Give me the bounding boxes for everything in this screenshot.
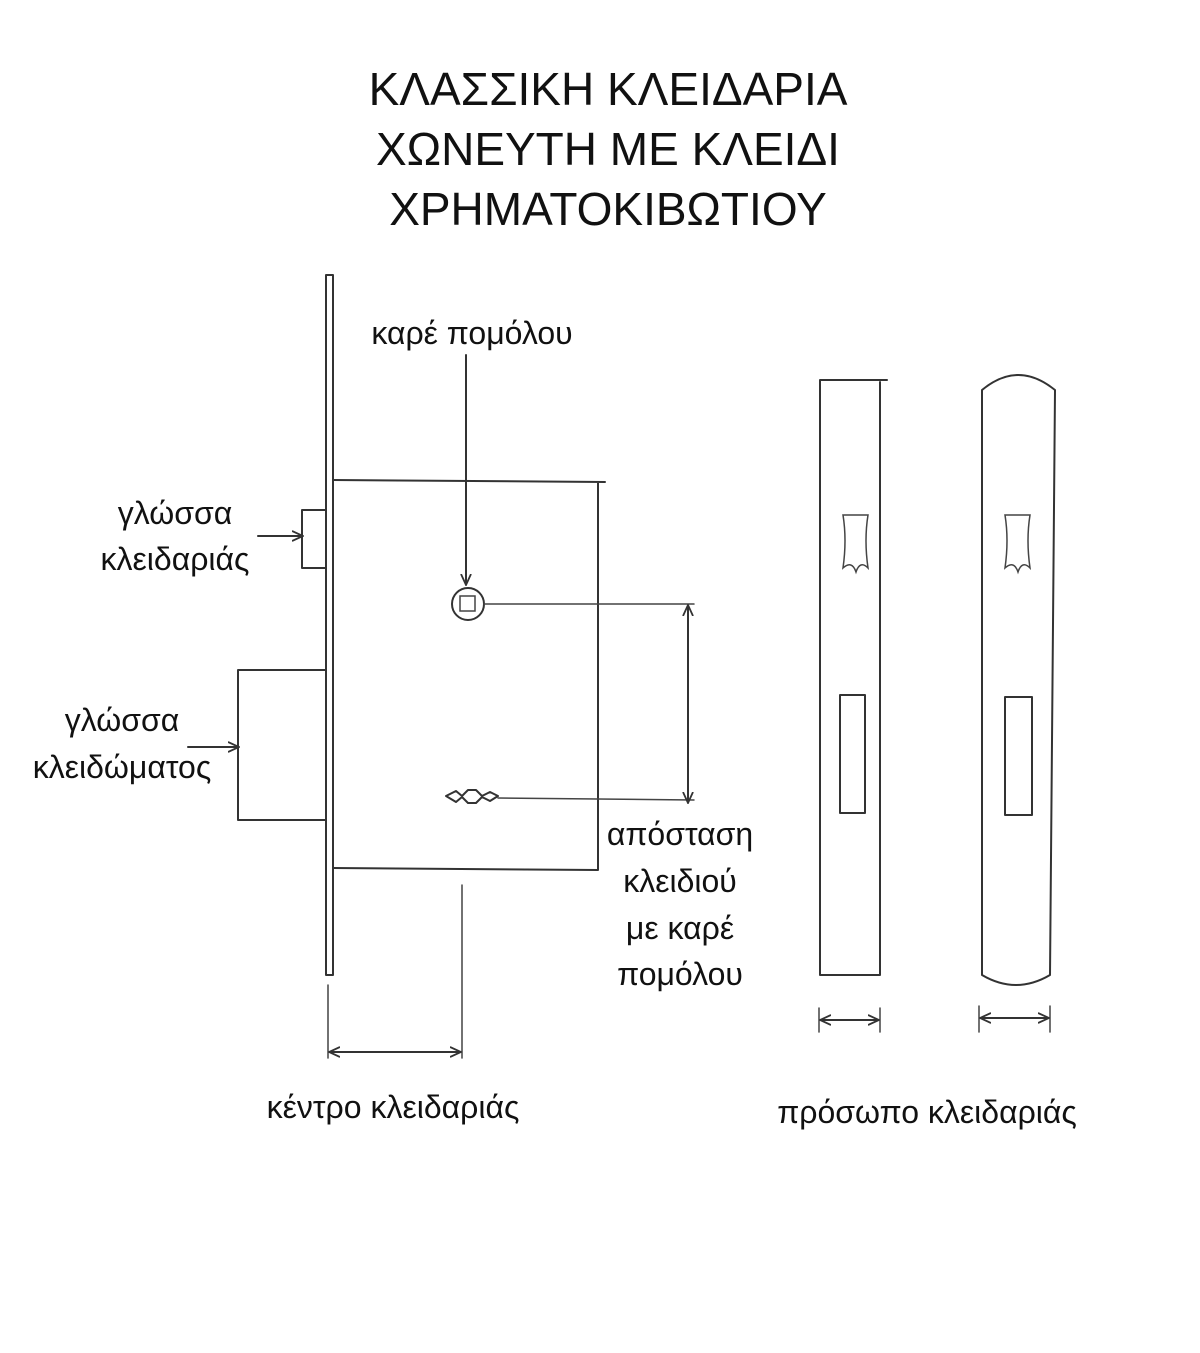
faceplate-side xyxy=(326,275,333,975)
key-extension-line xyxy=(498,798,694,800)
label-distance-line-2: κλειδιού xyxy=(623,863,737,899)
label-handle-spindle: καρέ πομόλου xyxy=(371,315,573,351)
keyhole xyxy=(446,790,498,803)
faceplate-square xyxy=(820,380,887,975)
diagram-labels xyxy=(33,315,1077,1130)
diagram-title xyxy=(369,63,848,235)
label-latch-bolt-line-1: γλώσσα xyxy=(117,495,233,531)
faceplate-front-views xyxy=(819,375,1055,1032)
faceplate-square-bolt-slot xyxy=(840,695,865,813)
label-dead-bolt-line-2: κλειδώματος xyxy=(32,749,212,785)
label-distance-line-4: πομόλου xyxy=(617,956,743,992)
title-line-2: ΧΩΝΕΥΤΗ ΜΕ ΚΛΕΙΔΙ xyxy=(376,123,840,175)
spindle-hub xyxy=(452,588,484,620)
label-latch-bolt-line-2: κλειδαριάς xyxy=(100,541,250,577)
label-backset: κέντρο κλειδαριάς xyxy=(266,1089,520,1125)
faceplate-square-latch-slot xyxy=(843,515,868,572)
latch-bolt xyxy=(302,510,326,568)
label-dead-bolt-line-1: γλώσσα xyxy=(64,702,180,738)
title-line-1: ΚΛΑΣΣΙΚΗ ΚΛΕΙΔΑΡΙΑ xyxy=(368,63,848,115)
lock-body-drawing xyxy=(188,275,694,1058)
label-faceplate: πρόσωπο κλειδαριάς xyxy=(777,1094,1077,1130)
lock-case xyxy=(333,480,605,870)
spindle-square xyxy=(460,596,475,611)
dead-bolt xyxy=(238,670,326,820)
faceplate-round-bolt-slot xyxy=(1005,697,1032,815)
faceplate-round-latch-slot xyxy=(1005,515,1030,572)
faceplate-round xyxy=(982,375,1055,985)
label-distance-line-3: με καρέ xyxy=(625,910,735,946)
title-line-3: ΧΡΗΜΑΤΟΚΙΒΩΤΙΟΥ xyxy=(389,183,827,235)
label-distance-line-1: απόσταση xyxy=(606,816,754,852)
